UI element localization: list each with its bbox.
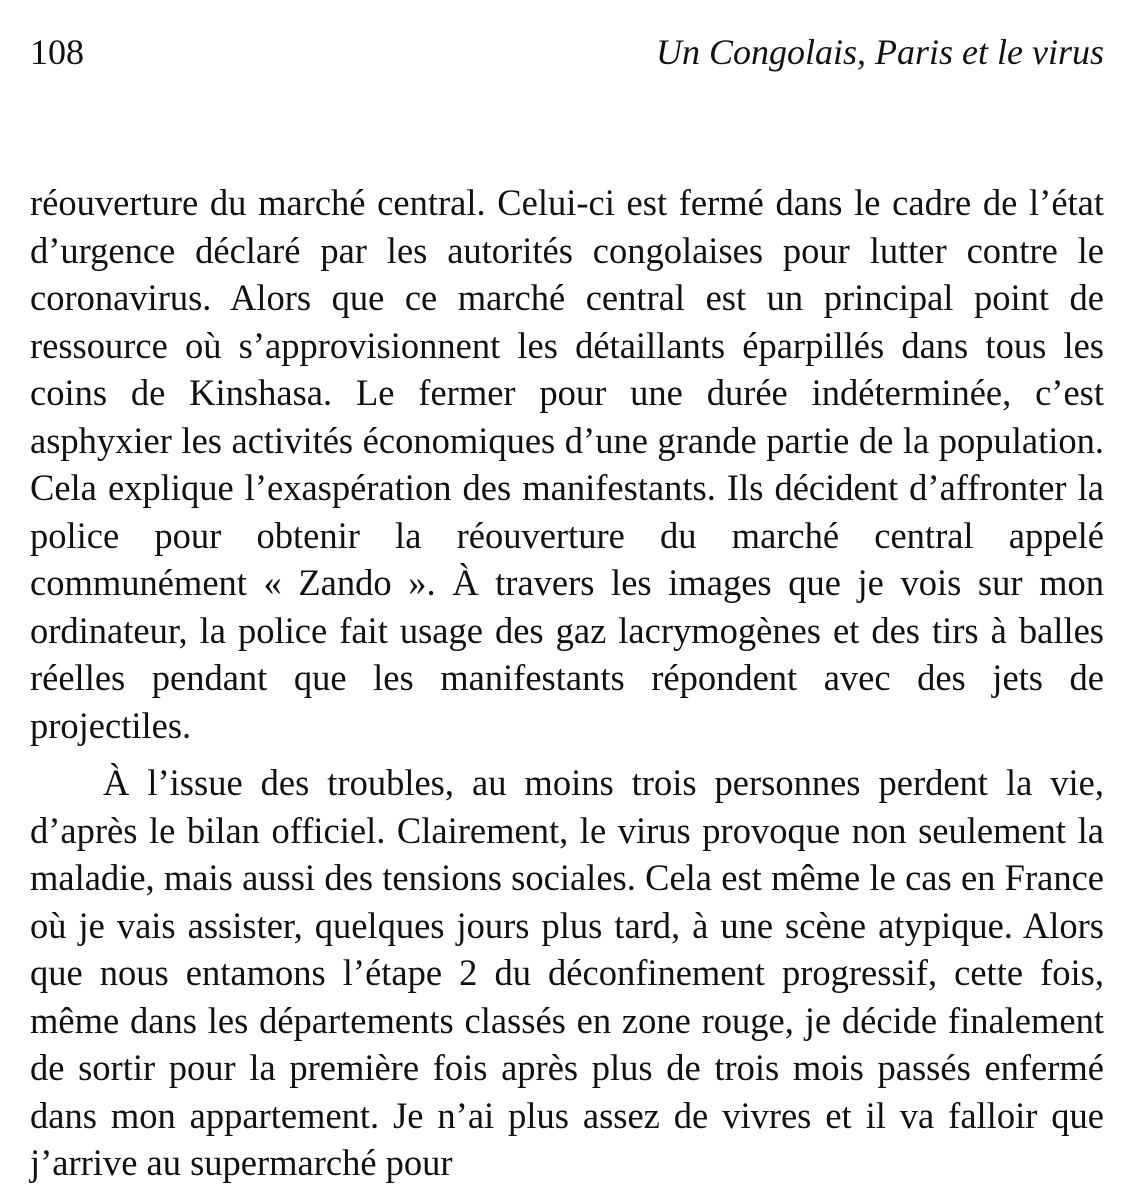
paragraph-continuation: réouverture du marché central. Celui-ci est fermé dans le cadre de l’état d’urgence déclaré par les autorités congolaises pour lutter contre le coronavirus. Alors que ce marché central est un principal point de ressource où s’approvisionnent les détaillants éparpillés dans tous les coins de Kinshasa. Le fermer pour une durée indéterminée, c’est asphyxier les activités économiques d’une grande partie de la population. Cela explique l’exaspération des manifestants. Ils décident d’affronter la police pour obtenir la réouverture du marché central appelé communément « Zando ». À travers les images que je vois sur mon ordinateur, la police fait usage des gaz lacrymogènes et des tirs à balles réelles pendant que les manifestants répondent avec des jets de projectiles. [30,182,1104,746]
paragraph-aftermath: À l’issue des troubles, au moins trois personnes perdent la vie, d’après le bilan officiel. Clairement, le virus provoque non seulement la maladie, mais aussi des tensions sociales. Cela est même le cas en France où je vais assister, quelques jours plus tard, à une scène atypique. Alors que nous entamons l’étape 2 du déconfinement progressif, cette fois, même dans les départements classés en zone rouge, je décide finalement de sortir pour la première fois après plus de trois mois passés enfermé dans mon appartement. Je n’ai plus assez de vivres et il va falloir que j’arrive au supermarché pour [30,762,1104,1183]
body-text [30,179,1104,1187]
running-header [30,30,1104,74]
page-number: 108 [30,32,84,72]
running-title: Un Congolais, Paris et le virus [656,32,1104,72]
